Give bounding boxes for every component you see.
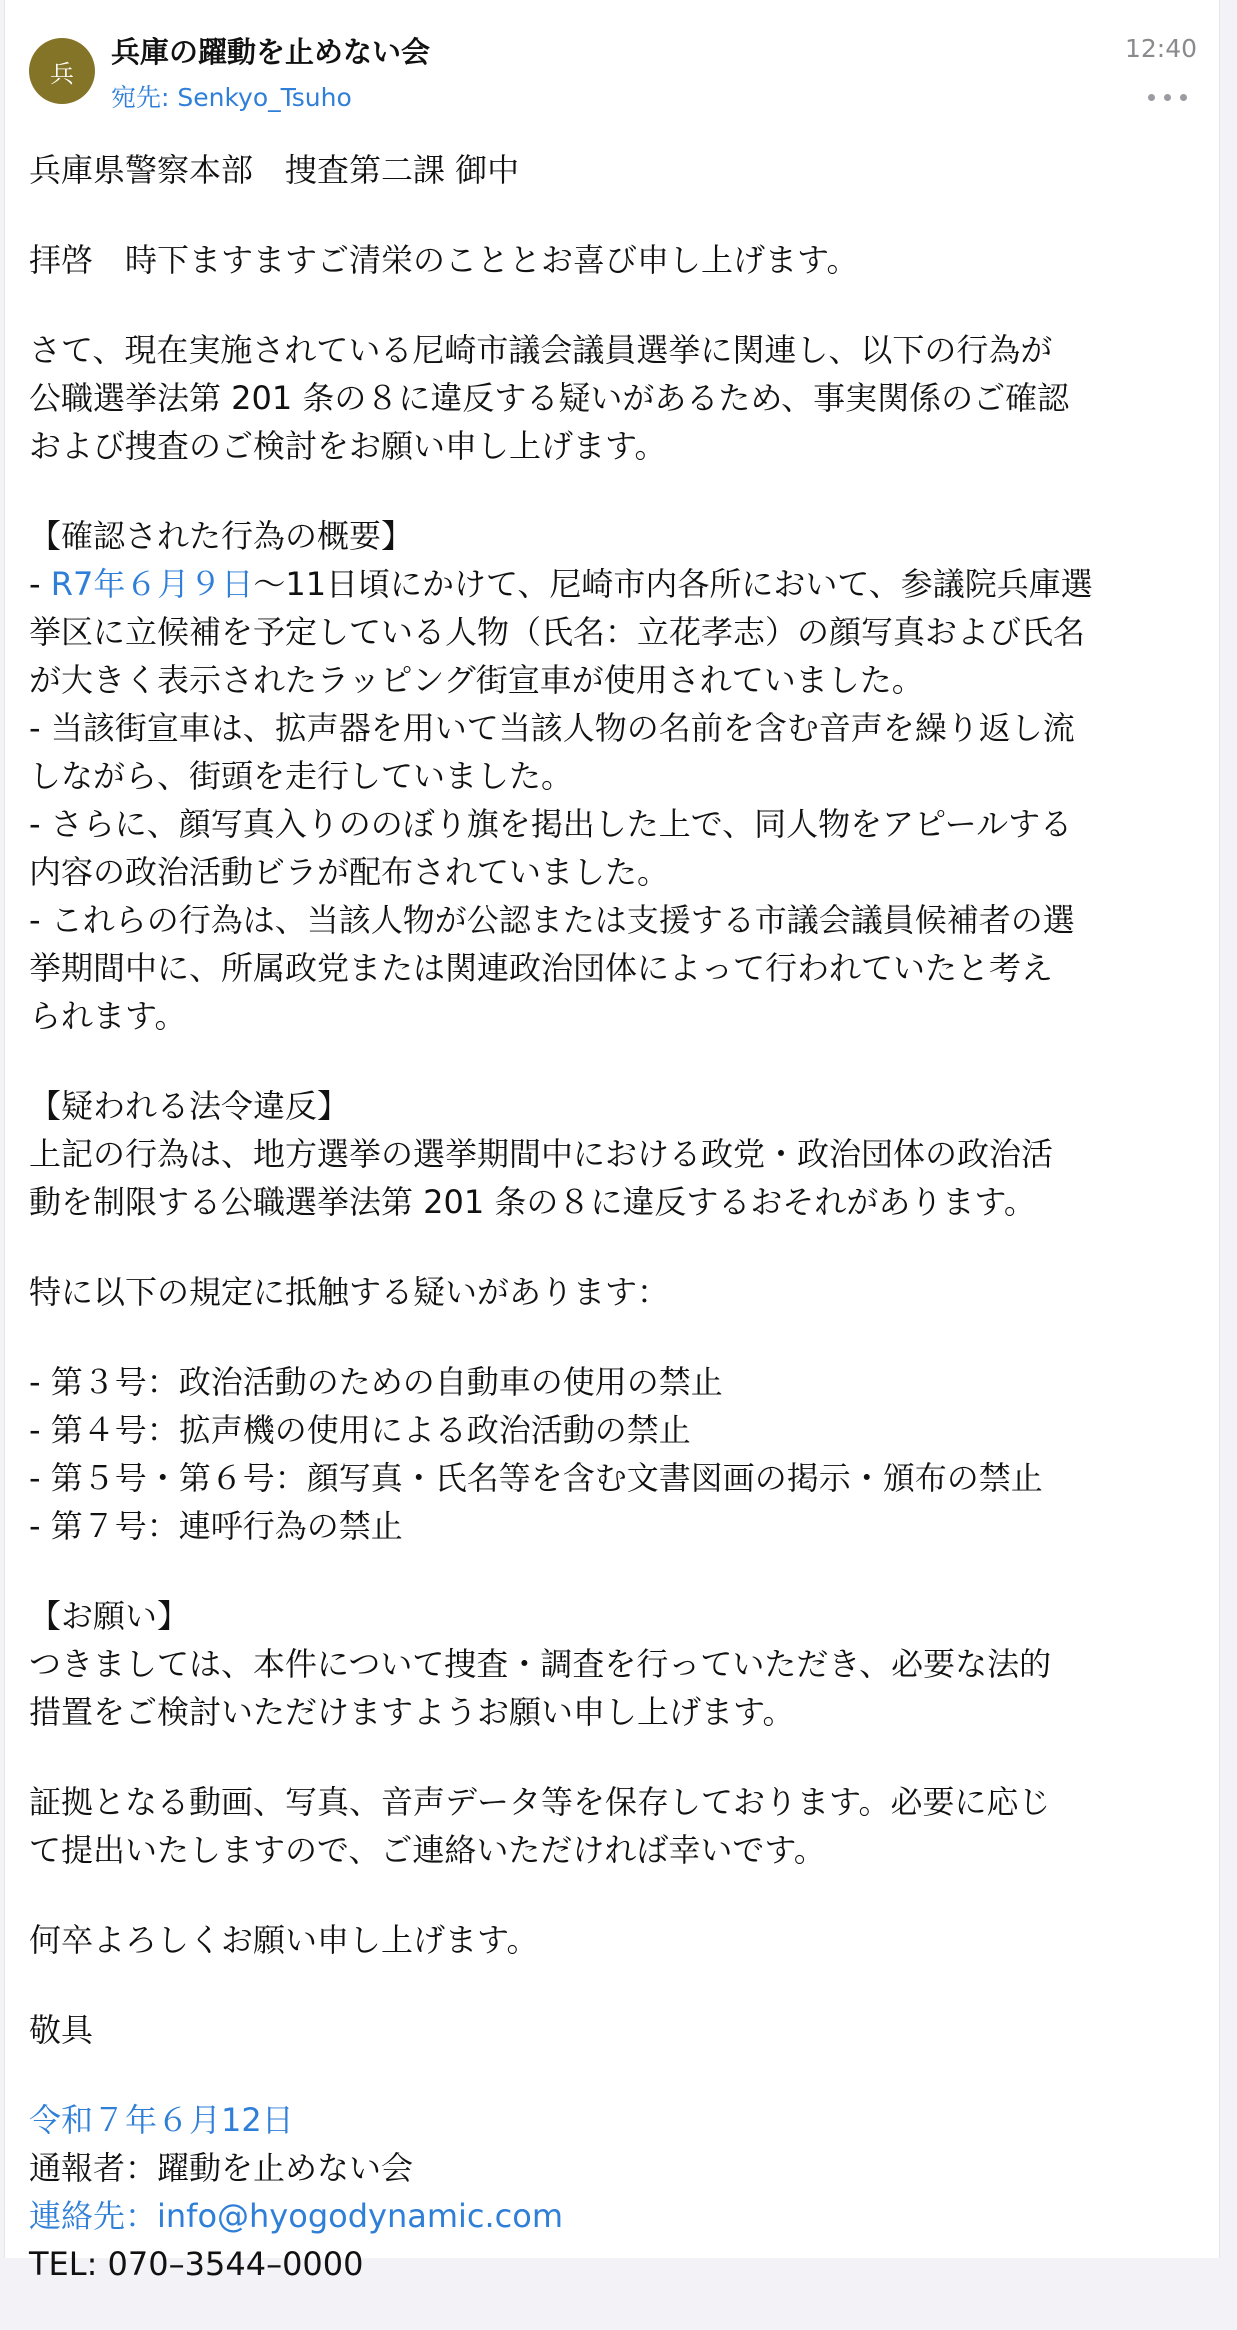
bullet-2-text: - 当該街宣車は、拡声器を用いて当該人物の名前を含む音声を繰り返し流 しながら、街頭を走行していました。 [29,709,1075,795]
sender-name: 兵庫の躍動を止めない会 [111,35,431,69]
section-overview-heading: 【確認された行為の概要】 [29,517,414,555]
dot [1164,94,1171,101]
section-request-heading: 【お願い】 [29,1597,190,1635]
dot [1148,94,1155,101]
avatar-initial: 兵 [50,59,74,88]
keigu-line: 敬具 [29,2011,94,2049]
dot [1180,94,1187,101]
email-message-card [4,0,1220,2283]
provision-item: - 第７号：連呼行為の禁止 [29,1507,403,1545]
provision-item: - 第５号・第６号：顔写真・氏名等を含む文書図画の掲示・頒布の禁止 [29,1459,1043,1497]
email-body [29,146,1219,2330]
recipient-link[interactable]: 宛先: Senkyo_Tsuho [111,83,352,112]
provisions-list [29,1358,1219,1550]
provisions-intro: 特に以下の規定に抵触する疑いがあります： [29,1273,670,1311]
section-request [29,1592,1219,1736]
provision-item: - 第３号：政治活動のための自動車の使用の禁止 [29,1363,723,1401]
date-link-reiwa[interactable]: 令和７年６月12日 [29,2101,294,2139]
section-overview [29,512,1219,1040]
bullet-3-text: - さらに、顔写真入りののぼり旗を掲出した上で、同人物をアピールする 内容の政治活動ビラが配布されていました。 [29,805,1073,891]
section-request-text: つきましては、本件について捜査・調査を行っていただき、必要な法的 措置をご検討いただけますようお願い申し上げます。 [29,1645,1052,1731]
section-violation [29,1082,1219,1226]
more-options-icon[interactable] [1148,94,1187,101]
message-time: 12:40 [1124,34,1197,63]
evidence-paragraph: 証拠となる動画、写真、音声データ等を保存しております。必要に応じ て提出いたしますので、ご連絡いただければ幸いです。 [29,1783,1051,1869]
bullet-dash: - [29,565,51,603]
intro-paragraph: さて、現在実施されている尼崎市議会議員選挙に関連し、以下の行為が 公職選挙法第 201 条の８に違反する疑いがあるため、事実関係のご確認 および捜査のご検討をお願い申し上げます。 [29,331,1070,465]
section-violation-text: 上記の行為は、地方選挙の選挙期間中における政党・政治団体の政治活 動を制限する公職選挙法第 201 条の８に違反するおそれがあります。 [29,1135,1054,1221]
provision-item: - 第４号：拡声機の使用による政治活動の禁止 [29,1411,691,1449]
reporter-line: 通報者：躍動を止めない会 [29,2149,414,2187]
bullet-1-text: 〜11日頃にかけて、尼崎市内各所において、参議院兵庫選 挙区に立候補を予定している人物（氏名：立花孝志）の顔写真および氏名 が大きく表示されたラッピング街宣車が使用されていました。 [29,565,1093,699]
closing-line: 何卒よろしくお願い申し上げます。 [29,1921,539,1959]
bullet-4-text: - これらの行為は、当該人物が公認または支援する市議会議員候補者の選 挙期間中に、所属政党または関連政治団体によって行われていたと考え られます。 [29,901,1075,1035]
section-violation-heading: 【疑われる法令違反】 [29,1087,350,1125]
sender-avatar[interactable] [29,38,95,104]
contact-email-link[interactable]: 連絡先：info@hyogodynamic.com [29,2197,564,2235]
signature-block [29,2096,1219,2288]
date-link-r7[interactable]: R7年６月９日 [50,565,254,603]
greeting-line: 拝啓 時下ますますご清栄のこととお喜び申し上げます。 [29,241,859,279]
tel-line: TEL: 070–3544–0000 [29,2245,364,2283]
addressee-line: 兵庫県警察本部 捜査第二課 御中 [29,151,520,189]
